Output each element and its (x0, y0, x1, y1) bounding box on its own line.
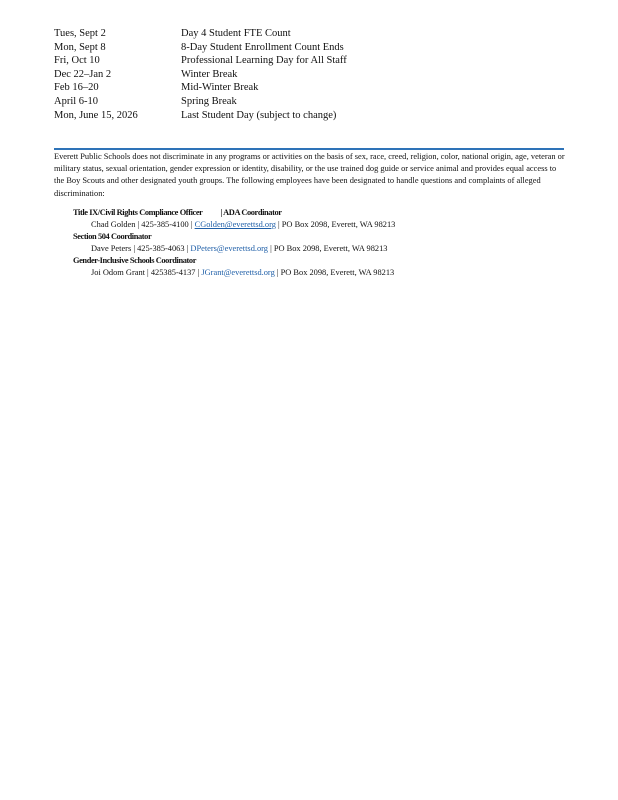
contact-name: Joi Odom Grant | 425385-4137 | (91, 268, 202, 278)
schedule-event: Day 4 Student FTE Count (181, 28, 291, 39)
email-link[interactable]: DPeters@everettsd.org (190, 244, 268, 254)
contact-title (73, 207, 395, 219)
schedule-date: Mon, Sept 8 (54, 41, 106, 53)
email-link[interactable]: CGolden@everettsd.org (194, 220, 276, 230)
schedule-date: Mon, June 15, 2026 (54, 109, 138, 121)
schedule-date: Dec 22–Jan 2 (54, 68, 112, 80)
schedule-event: Mid-Winter Break (181, 82, 259, 94)
schedule-event: 8-Day Student Enrollment Count Ends (181, 41, 344, 53)
title9-title: Title IX/Civil Rights Compliance Officer (73, 208, 203, 217)
nondiscrimination-statement: Everett Public Schools does not discriminate in any programs or activities on the basis of sex, race, creed, religion, color, national origin, age, veteran or military status, sexual orientation, gender expression or identity, disability, or the use trained dog guide or service animal and provides equal access to the Boy Scouts and other designated youth groups. The following employees have been designated to handle questions and complaints of alleged discrimination: (54, 152, 565, 198)
schedule-row (54, 95, 347, 109)
schedule-date: Tues, Sept 2 (54, 28, 106, 39)
contact-detail (73, 219, 395, 231)
schedule-event: Winter Break (181, 68, 238, 80)
schedule-row (54, 109, 347, 123)
email-link[interactable]: JGrant@everettsd.org (201, 268, 275, 278)
contact-detail (73, 243, 395, 255)
schedule-date: Feb 16–20 (54, 82, 99, 94)
schedule-row (54, 41, 347, 55)
contact-section504-block (73, 231, 395, 255)
schedule-event: Last Student Day (subject to change) (181, 109, 337, 121)
section-divider (54, 148, 564, 150)
schedule-event: Professional Learning Day for All Staff (181, 55, 347, 67)
contact-name: Chad Golden | 425-385-4100 | (91, 220, 195, 230)
contact-name: Dave Peters | 425-385-4063 | (91, 244, 191, 254)
contact-address: | PO Box 2098, Everett, WA 98213 (268, 244, 388, 254)
contact-inclusive-block (73, 255, 395, 279)
contact-detail (73, 267, 395, 279)
schedule-row (54, 68, 347, 82)
ada-title: | ADA Coordinator (220, 208, 282, 217)
schedule-date: Fri, Oct 10 (54, 55, 100, 67)
contact-title: Gender-Inclusive Schools Coordinator (73, 256, 197, 266)
schedule-date: April 6-10 (54, 95, 99, 107)
schedule-event: Spring Break (181, 95, 237, 107)
contact-address: | PO Box 2098, Everett, WA 98213 (274, 268, 395, 278)
contact-title9-block (73, 207, 395, 231)
contact-address: | PO Box 2098, Everett, WA 98213 (275, 220, 396, 230)
contacts-list (73, 207, 395, 280)
schedule-row (54, 81, 347, 95)
schedule-row (54, 54, 347, 68)
contact-title: Section 504 Coordinator (73, 232, 152, 242)
calendar-dates-list (54, 27, 347, 122)
schedule-row (54, 27, 347, 41)
